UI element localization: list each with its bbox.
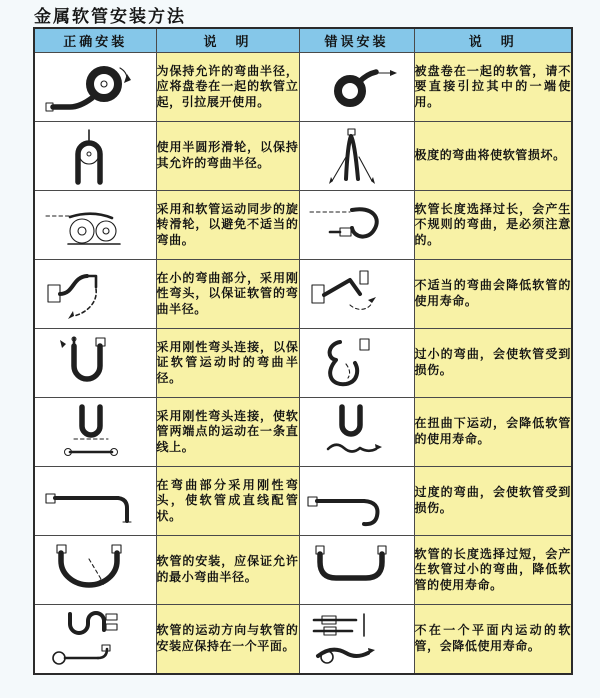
correct-description: 使用半圆形滑轮，以保持其允许的弯曲半径。 [156, 122, 299, 191]
coiled-hose-pulled-from-one-end-illustration [302, 58, 412, 116]
wrong-description: 不适当的弯曲会降低软管的使用寿命。 [414, 260, 572, 329]
header-wrong-installation: 错误安装 [299, 28, 414, 53]
hose-extreme-sharp-bend-illustration [302, 127, 412, 185]
wrong-image-cell [299, 605, 414, 674]
table-row [34, 53, 572, 122]
hose-moving-under-twist-illustration [302, 403, 412, 461]
correct-image-cell [34, 536, 156, 605]
correct-image-cell [34, 191, 156, 260]
coiled-hose-stood-upright-illustration [40, 58, 150, 116]
hose-motion-kept-in-one-plane-illustration [40, 610, 150, 668]
correct-image-cell [34, 398, 156, 467]
correct-description: 采用和软管运动同步的旋转滑轮，以避免不适当的弯曲。 [156, 191, 299, 260]
overlong-hose-irregular-bend-illustration [302, 196, 412, 254]
rigid-elbow-straight-pipe-run-illustration [40, 472, 150, 530]
improper-sharp-bend-between-fittings-illustration [302, 265, 412, 323]
page-title: 金属软管安装方法 [34, 7, 186, 27]
correct-image-cell [34, 605, 156, 674]
wrong-description: 软管的长度选择过短，会产生软管过小的弯曲，降低软管的使用寿命。 [414, 536, 572, 605]
header-explanation-1: 说 明 [156, 28, 299, 53]
table-row [34, 260, 572, 329]
wrong-image-cell [299, 53, 414, 122]
wrong-description: 过小的弯曲，会使软管受到损伤。 [414, 329, 572, 398]
correct-image-cell [34, 329, 156, 398]
rigid-elbow-at-small-bend-illustration [40, 265, 150, 323]
correct-description: 在小的弯曲部分，采用刚性弯头，以保证软管的弯曲半径。 [156, 260, 299, 329]
rigid-elbows-motion-in-straight-line-illustration [40, 403, 150, 461]
table-row [34, 191, 572, 260]
table-row [34, 605, 572, 674]
header-correct-installation: 正确安装 [34, 28, 156, 53]
table-row [34, 398, 572, 467]
wrong-image-cell [299, 191, 414, 260]
correct-description: 采用刚性弯头连接，使软管两端点的运动在一条直线上。 [156, 398, 299, 467]
rigid-elbow-u-bend-connection-illustration [40, 334, 150, 392]
wrong-description: 不在一个平面内运动的软管，会降低使用寿命。 [414, 605, 572, 674]
header-explanation-2: 说 明 [414, 28, 572, 53]
table-row [34, 329, 572, 398]
header-row [34, 28, 572, 53]
too-short-hose-flattened-u-illustration [302, 541, 412, 599]
over-bent-pipe-run-illustration [302, 472, 412, 530]
correct-image-cell [34, 53, 156, 122]
hose-motion-out-of-plane-illustration [302, 610, 412, 668]
wrong-image-cell [299, 329, 414, 398]
wrong-image-cell [299, 122, 414, 191]
too-small-bend-hook-illustration [302, 334, 412, 392]
hose-with-synchronized-rotating-pulleys-illustration [40, 196, 150, 254]
table-row [34, 536, 572, 605]
wrong-image-cell [299, 536, 414, 605]
correct-description: 为保持允许的弯曲半径，应将盘卷在一起的软管立起，引拉展开使用。 [156, 53, 299, 122]
wrong-description: 软管长度选择过长，会产生不规则的弯曲，是必须注意的。 [414, 191, 572, 260]
wrong-image-cell [299, 260, 414, 329]
wrong-description: 在扭曲下运动，会降低软管的使用寿命。 [414, 398, 572, 467]
wrong-image-cell [299, 467, 414, 536]
hose-over-semicircular-pulley-illustration [40, 127, 150, 185]
correct-description: 软管的运动方向与软管的安装应保持在一个平面。 [156, 605, 299, 674]
correct-image-cell [34, 122, 156, 191]
wrong-description: 极度的弯曲将使软管损坏。 [414, 122, 572, 191]
table-row [34, 122, 572, 191]
correct-description: 在弯曲部分采用刚性弯头，使软管成直线配管状。 [156, 467, 299, 536]
correct-image-cell [34, 467, 156, 536]
u-loop-minimum-bend-radius-illustration [40, 541, 150, 599]
correct-image-cell [34, 260, 156, 329]
wrong-description: 过度的弯曲，会使软管受到损伤。 [414, 467, 572, 536]
wrong-description: 被盘卷在一起的软管，请不要直接引拉其中的一端使用。 [414, 53, 572, 122]
table-row [34, 467, 572, 536]
installation-methods-table [33, 27, 573, 675]
wrong-image-cell [299, 398, 414, 467]
correct-description: 采用刚性弯头连接，以保证软管运动时的弯曲半径。 [156, 329, 299, 398]
correct-description: 软管的安装，应保证允许的最小弯曲半径。 [156, 536, 299, 605]
